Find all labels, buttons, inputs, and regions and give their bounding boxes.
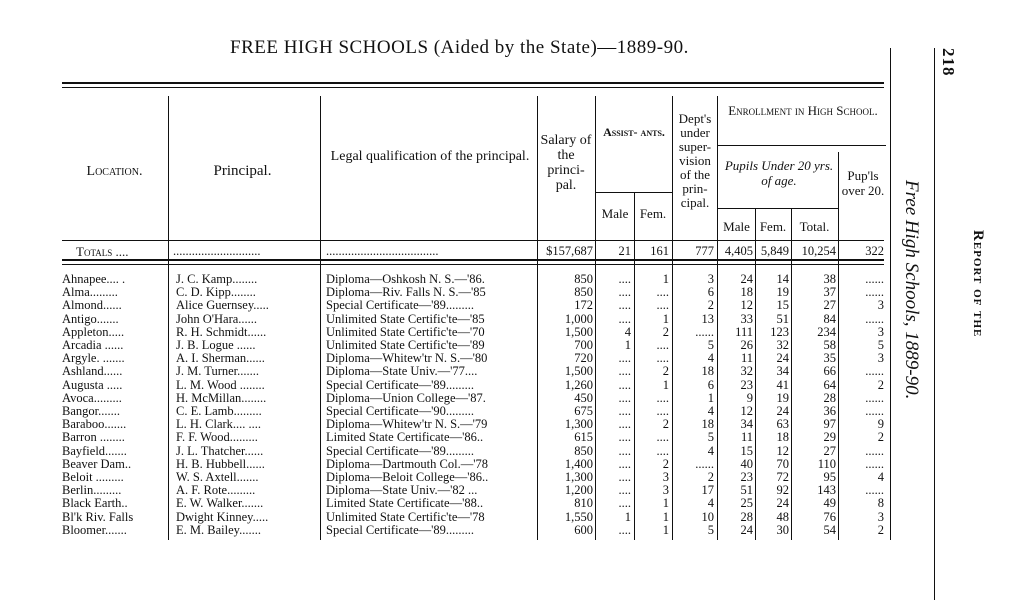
- cell-asst-male: ....: [618, 523, 631, 537]
- cell-enr-total: 27: [823, 444, 836, 458]
- cell-salary: 172: [574, 299, 593, 313]
- cell-enr-male: 40: [740, 457, 753, 471]
- cell-qualification: Diploma—Whitew'tr N. S.—'79: [326, 418, 488, 432]
- cell-enr-fem: 41: [776, 378, 789, 392]
- cell-enr-fem: 24: [776, 497, 789, 511]
- cell-asst-male: ....: [618, 273, 631, 286]
- cell-asst-male: ....: [618, 471, 631, 484]
- cell-qualification: Diploma—Riv. Falls N. S.—'85: [326, 286, 486, 300]
- cell-depts: 13: [701, 312, 714, 326]
- cell-over20: 4: [877, 471, 884, 484]
- cell-asst-male: ....: [618, 444, 631, 458]
- cell-qualification: Diploma—Union College—'87.: [326, 391, 486, 405]
- cell-location: Ahnapee.... .: [62, 273, 126, 286]
- cell-over20: 2: [877, 378, 884, 392]
- cell-enr-total: 29: [823, 431, 836, 445]
- table-row: [0, 445, 890, 458]
- cell-over20: 2: [877, 523, 884, 537]
- table-row: [0, 273, 890, 286]
- cell-location: Beloit .........: [62, 471, 124, 484]
- cell-enr-fem: 24: [776, 405, 789, 418]
- cell-principal: J. B. Logue ......: [176, 339, 256, 352]
- header-enr-male: Male: [723, 219, 750, 234]
- cell-principal: Alice Guernsey.....: [176, 299, 269, 313]
- table-row: [0, 524, 890, 537]
- cell-qualification: Diploma—Beloit College—'86..: [326, 471, 489, 484]
- cell-principal: E. W. Walker.......: [176, 497, 264, 511]
- cell-enr-male: 12: [740, 405, 753, 418]
- header-principal: Principal.: [213, 163, 272, 179]
- table-row: [0, 418, 890, 431]
- cell-depts: 5: [707, 431, 714, 445]
- cell-location: Ashland......: [62, 365, 123, 379]
- cell-salary: 810: [574, 497, 593, 511]
- top-rule: [62, 82, 884, 84]
- cell-location: Alma.........: [62, 286, 118, 300]
- totals-depts: 777: [695, 244, 714, 258]
- totals-qualification: ....................................: [326, 245, 439, 258]
- header-enrollment: Enrollment in High School.: [728, 103, 878, 118]
- cell-enr-fem: 12: [776, 444, 789, 458]
- cell-salary: 1,260: [564, 378, 593, 392]
- cell-qualification: Unlimited State Certific'te—'70: [326, 325, 485, 339]
- cell-enr-fem: 30: [776, 523, 789, 537]
- cell-enr-fem: 19: [776, 286, 789, 300]
- cell-enr-total: 95: [823, 471, 836, 484]
- cell-depts: 4: [707, 444, 714, 458]
- cell-asst-fem: ....: [656, 444, 669, 458]
- cell-salary: 850: [574, 286, 593, 300]
- cell-salary: 850: [574, 444, 593, 458]
- cell-principal: F. F. Wood.........: [176, 431, 258, 445]
- cell-qualification: Special Certificate—'89.........: [326, 523, 475, 537]
- cell-asst-male: 1: [624, 510, 631, 524]
- cell-qualification: Diploma—Dartmouth Col.—'78: [326, 457, 488, 471]
- cell-enr-fem: 70: [776, 457, 789, 471]
- cell-location: Avoca.........: [62, 391, 122, 405]
- cell-qualification: Diploma—Whitew'tr N. S.—'80: [326, 352, 488, 366]
- cell-over20: ......: [865, 484, 884, 498]
- cell-qualification: Special Certificate—'90.........: [326, 405, 475, 418]
- cell-asst-fem: 3: [662, 471, 669, 484]
- cell-over20: ......: [865, 312, 884, 326]
- table-row: [0, 392, 890, 405]
- cell-enr-male: 25: [740, 497, 753, 511]
- table-row: [0, 497, 890, 510]
- cell-location: Antigo.......: [62, 312, 119, 326]
- cell-location: Beaver Dam..: [62, 457, 132, 471]
- table-row: [0, 458, 890, 471]
- cell-qualification: Unlimited State Certific'te—'89: [326, 339, 485, 352]
- cell-enr-total: 64: [823, 378, 836, 392]
- cell-location: Augusta .....: [62, 378, 123, 392]
- totals-enr-total: 10,254: [801, 244, 836, 258]
- cell-depts: 4: [707, 352, 714, 366]
- cell-enr-male: 23: [740, 471, 753, 484]
- cell-enr-fem: 15: [776, 299, 789, 313]
- cell-qualification: Limited State Certificate—'86..: [326, 431, 484, 445]
- table-row: [0, 339, 890, 352]
- cell-depts: 18: [701, 418, 714, 432]
- table-row: [0, 365, 890, 378]
- cell-depts: 1: [707, 391, 714, 405]
- cell-location: Barron ........: [62, 431, 125, 445]
- cell-over20: ......: [865, 273, 884, 286]
- cell-enr-male: 32: [740, 365, 753, 379]
- cell-asst-fem: 2: [662, 365, 669, 379]
- cell-enr-total: 84: [823, 312, 836, 326]
- cell-over20: ......: [865, 444, 884, 458]
- cell-enr-male: 18: [740, 286, 753, 300]
- totals-asst-fem: 161: [650, 244, 669, 258]
- cell-asst-fem: ....: [656, 352, 669, 366]
- cell-over20: 3: [877, 510, 884, 524]
- cell-enr-male: 51: [740, 484, 753, 498]
- cell-depts: 4: [707, 497, 714, 511]
- cell-enr-fem: 32: [776, 339, 789, 352]
- margin-rule: [934, 48, 935, 600]
- cell-principal: A. F. Rote.........: [176, 484, 256, 498]
- cell-asst-male: ....: [618, 391, 631, 405]
- cell-enr-fem: 34: [776, 365, 789, 379]
- cell-qualification: Special Certificate—'89.........: [326, 378, 475, 392]
- cell-over20: 3: [877, 299, 884, 313]
- header-location: Location.: [86, 164, 143, 179]
- cell-enr-male: 26: [740, 339, 753, 352]
- cell-principal: J. C. Kamp........: [176, 273, 258, 286]
- cell-location: Appleton.....: [62, 325, 125, 339]
- cell-over20: ......: [865, 391, 884, 405]
- totals-label: Totals ....: [76, 244, 129, 259]
- cell-principal: R. H. Schmidt......: [176, 325, 267, 339]
- table-row: [0, 484, 890, 497]
- cell-over20: 9: [877, 418, 884, 432]
- header-assistants: Assist- ants.: [603, 125, 665, 139]
- cell-salary: 675: [574, 405, 593, 418]
- cell-asst-fem: 3: [662, 484, 669, 498]
- cell-depts: 2: [707, 471, 714, 484]
- cell-over20: 5: [877, 339, 884, 352]
- cell-over20: 2: [877, 431, 884, 445]
- cell-enr-fem: 72: [776, 471, 789, 484]
- table-row: [0, 511, 890, 524]
- cell-enr-total: 66: [823, 365, 836, 379]
- cell-salary: 600: [574, 523, 593, 537]
- totals-enr-fem: 5,849: [760, 244, 789, 258]
- cell-over20: ......: [865, 457, 884, 471]
- cell-enr-total: 37: [823, 286, 836, 300]
- cell-principal: C. E. Lamb.........: [176, 405, 262, 418]
- cell-asst-male: ....: [618, 431, 631, 445]
- cell-asst-fem: 1: [662, 497, 669, 511]
- cell-enr-fem: 123: [770, 325, 789, 339]
- page-number: 218: [939, 48, 958, 77]
- totals-asst-male: 21: [618, 244, 631, 258]
- cell-depts: 3: [707, 273, 714, 286]
- cell-asst-fem: ....: [656, 299, 669, 313]
- cell-asst-male: 1: [624, 339, 631, 352]
- cell-asst-fem: ....: [656, 391, 669, 405]
- cell-asst-fem: 1: [662, 523, 669, 537]
- cell-enr-total: 234: [817, 325, 836, 339]
- cell-location: Bloomer.......: [62, 523, 127, 537]
- cell-asst-fem: ....: [656, 286, 669, 300]
- cell-enr-total: 35: [823, 352, 836, 366]
- header-pupils-under: Pupils Under 20 yrs. of age.: [724, 158, 834, 188]
- cell-enr-fem: 51: [776, 312, 789, 326]
- cell-salary: 1,500: [564, 365, 593, 379]
- cell-enr-male: 9: [746, 391, 753, 405]
- table-row: [0, 313, 890, 326]
- page-title: FREE HIGH SCHOOLS (Aided by the State)—1889-90.: [230, 37, 689, 58]
- cell-location: Baraboo.......: [62, 418, 127, 432]
- cell-location: Bangor.......: [62, 405, 120, 418]
- cell-depts: 18: [701, 365, 714, 379]
- header-asst-fem: Fem.: [639, 206, 667, 221]
- cell-depts: 5: [707, 339, 714, 352]
- cell-asst-male: ....: [618, 418, 631, 432]
- cell-principal: C. D. Kipp........: [176, 286, 256, 300]
- cell-over20: ......: [865, 405, 884, 418]
- top-rule-2: [62, 87, 884, 88]
- cell-asst-fem: 2: [662, 457, 669, 471]
- cell-qualification: Special Certificate—'89.........: [326, 299, 475, 313]
- cell-location: Arcadia ......: [62, 339, 124, 352]
- cell-enr-male: 34: [740, 418, 753, 432]
- cell-asst-fem: ....: [656, 339, 669, 352]
- cell-enr-total: 38: [823, 273, 836, 286]
- totals-top-rule: [62, 240, 884, 241]
- cell-asst-male: ....: [618, 312, 631, 326]
- running-title: Free High Schools, 1889-90.: [901, 180, 922, 400]
- table-row: [0, 299, 890, 312]
- cell-asst-fem: 1: [662, 510, 669, 524]
- cell-enr-total: 27: [823, 299, 836, 313]
- cell-principal: John O'Hara......: [176, 312, 258, 326]
- header-depts: Dept's under super- vision of the prin- cipal.: [678, 111, 712, 210]
- cell-salary: 1,550: [564, 510, 593, 524]
- cell-principal: H. McMillan........: [176, 391, 267, 405]
- header-over20: Pup'ls over 20.: [841, 168, 885, 198]
- cell-salary: 450: [574, 391, 593, 405]
- totals-principal: ............................: [173, 245, 261, 258]
- pupils-rule: [718, 208, 838, 209]
- cell-depts: 5: [707, 523, 714, 537]
- cell-enr-total: 110: [817, 457, 836, 471]
- cell-over20: 3: [877, 352, 884, 366]
- cell-qualification: Special Certificate—'89.........: [326, 444, 475, 458]
- header-asst-male: Male: [601, 206, 629, 221]
- cell-principal: A. I. Sherman......: [176, 352, 265, 366]
- cell-asst-fem: 2: [662, 418, 669, 432]
- totals-bottom-rule: [62, 259, 884, 261]
- totals-bottom-rule-2: [62, 264, 884, 265]
- cell-enr-total: 97: [823, 418, 836, 432]
- cell-asst-male: ....: [618, 405, 631, 418]
- cell-qualification: Diploma—State Univ.—'77....: [326, 365, 478, 379]
- cell-enr-male: 24: [740, 273, 753, 286]
- cell-asst-male: ....: [618, 352, 631, 366]
- cell-depts: ......: [695, 457, 714, 471]
- cell-qualification: Unlimited State Certific'te—'78: [326, 510, 485, 524]
- cell-location: Berlin.........: [62, 484, 122, 498]
- cell-depts: 4: [707, 405, 714, 418]
- cell-enr-male: 23: [740, 378, 753, 392]
- table-row: [0, 405, 890, 418]
- cell-depts: ......: [695, 325, 714, 339]
- table-row: [0, 286, 890, 299]
- cell-qualification: Diploma—State Univ.—'82 ...: [326, 484, 478, 498]
- cell-enr-male: 12: [740, 299, 753, 313]
- cell-asst-male: ....: [618, 286, 631, 300]
- cell-enr-fem: 14: [776, 273, 789, 286]
- cell-enr-male: 11: [740, 431, 753, 445]
- cell-enr-total: 49: [823, 497, 836, 511]
- cell-salary: 850: [574, 273, 593, 286]
- cell-asst-male: 4: [624, 325, 631, 339]
- cell-asst-male: ....: [618, 378, 631, 392]
- cell-asst-male: ....: [618, 497, 631, 511]
- cell-principal: Dwight Kinney.....: [176, 510, 269, 524]
- cell-location: Black Earth..: [62, 497, 128, 511]
- cell-enr-total: 36: [823, 405, 836, 418]
- cell-depts: 17: [701, 484, 714, 498]
- cell-asst-fem: 2: [662, 325, 669, 339]
- cell-principal: E. M. Bailey.......: [176, 523, 261, 537]
- cell-location: Bl'k Riv. Falls: [62, 510, 134, 524]
- right-rule: [890, 48, 891, 540]
- cell-salary: 1,500: [564, 325, 593, 339]
- cell-asst-male: ....: [618, 365, 631, 379]
- table-row: [0, 471, 890, 484]
- cell-enr-fem: 24: [776, 352, 789, 366]
- table-row: [0, 326, 890, 339]
- cell-principal: L. H. Clark.... ....: [176, 418, 262, 432]
- header-qualification: Legal qualification of the principal.: [330, 149, 530, 164]
- cell-enr-male: 28: [740, 510, 753, 524]
- cell-depts: 6: [707, 378, 714, 392]
- cell-enr-fem: 48: [776, 510, 789, 524]
- running-report: Report of the: [970, 230, 986, 338]
- cell-location: Bayfield.......: [62, 444, 127, 458]
- cell-salary: 615: [574, 431, 593, 445]
- cell-principal: L. M. Wood ........: [176, 378, 265, 392]
- cell-enr-total: 143: [817, 484, 836, 498]
- cell-asst-fem: 1: [662, 312, 669, 326]
- cell-depts: 10: [701, 510, 714, 524]
- table-row: [0, 431, 890, 444]
- cell-enr-male: 24: [740, 523, 753, 537]
- cell-principal: H. B. Hubbell......: [176, 457, 265, 471]
- cell-salary: 1,200: [564, 484, 593, 498]
- cell-asst-fem: ....: [656, 405, 669, 418]
- cell-qualification: Diploma—Oshkosh N. S.—'86.: [326, 273, 485, 286]
- cell-over20: 3: [877, 325, 884, 339]
- cell-asst-fem: ....: [656, 431, 669, 445]
- cell-salary: 1,000: [564, 312, 593, 326]
- table-row: [0, 379, 890, 392]
- cell-enr-total: 58: [823, 339, 836, 352]
- cell-asst-fem: 1: [662, 378, 669, 392]
- cell-enr-male: 111: [735, 325, 753, 339]
- cell-asst-male: ....: [618, 457, 631, 471]
- cell-over20: ......: [865, 286, 884, 300]
- cell-asst-fem: 1: [662, 273, 669, 286]
- cell-asst-male: ....: [618, 484, 631, 498]
- cell-enr-total: 54: [823, 523, 836, 537]
- cell-salary: 700: [574, 339, 593, 352]
- cell-depts: 6: [707, 286, 714, 300]
- header-enr-fem: Fem.: [759, 219, 787, 234]
- cell-principal: J. M. Turner.......: [176, 365, 260, 379]
- cell-salary: 1,300: [564, 471, 593, 484]
- table-row: [0, 352, 890, 365]
- totals-over20: 322: [865, 244, 884, 258]
- enroll-rule: [718, 145, 886, 146]
- cell-enr-fem: 92: [776, 484, 789, 498]
- cell-enr-male: 33: [740, 312, 753, 326]
- cell-enr-total: 76: [823, 510, 836, 524]
- cell-principal: J. L. Thatcher......: [176, 444, 264, 458]
- cell-over20: ......: [865, 365, 884, 379]
- cell-location: Argyle. .......: [62, 352, 125, 366]
- cell-over20: 8: [877, 497, 884, 511]
- cell-principal: W. S. Axtell.......: [176, 471, 259, 484]
- cell-asst-male: ....: [618, 299, 631, 313]
- cell-enr-male: 15: [740, 444, 753, 458]
- cell-salary: 720: [574, 352, 593, 366]
- cell-qualification: Limited State Certificate—'88..: [326, 497, 484, 511]
- cell-depts: 2: [707, 299, 714, 313]
- cell-enr-fem: 19: [776, 391, 789, 405]
- header-enr-total: Total.: [799, 219, 830, 234]
- cell-enr-fem: 18: [776, 431, 789, 445]
- cell-location: Almond......: [62, 299, 122, 313]
- cell-enr-total: 28: [823, 391, 836, 405]
- cell-salary: 1,400: [564, 457, 593, 471]
- totals-salary: $157,687: [546, 244, 593, 258]
- cell-enr-male: 11: [740, 352, 753, 366]
- cell-salary: 1,300: [564, 418, 593, 432]
- cell-enr-fem: 63: [776, 418, 789, 432]
- header-salary: Salary of the princi- pal.: [540, 133, 592, 193]
- totals-enr-male: 4,405: [724, 244, 753, 258]
- cell-qualification: Unlimited State Certific'te—'85: [326, 312, 485, 326]
